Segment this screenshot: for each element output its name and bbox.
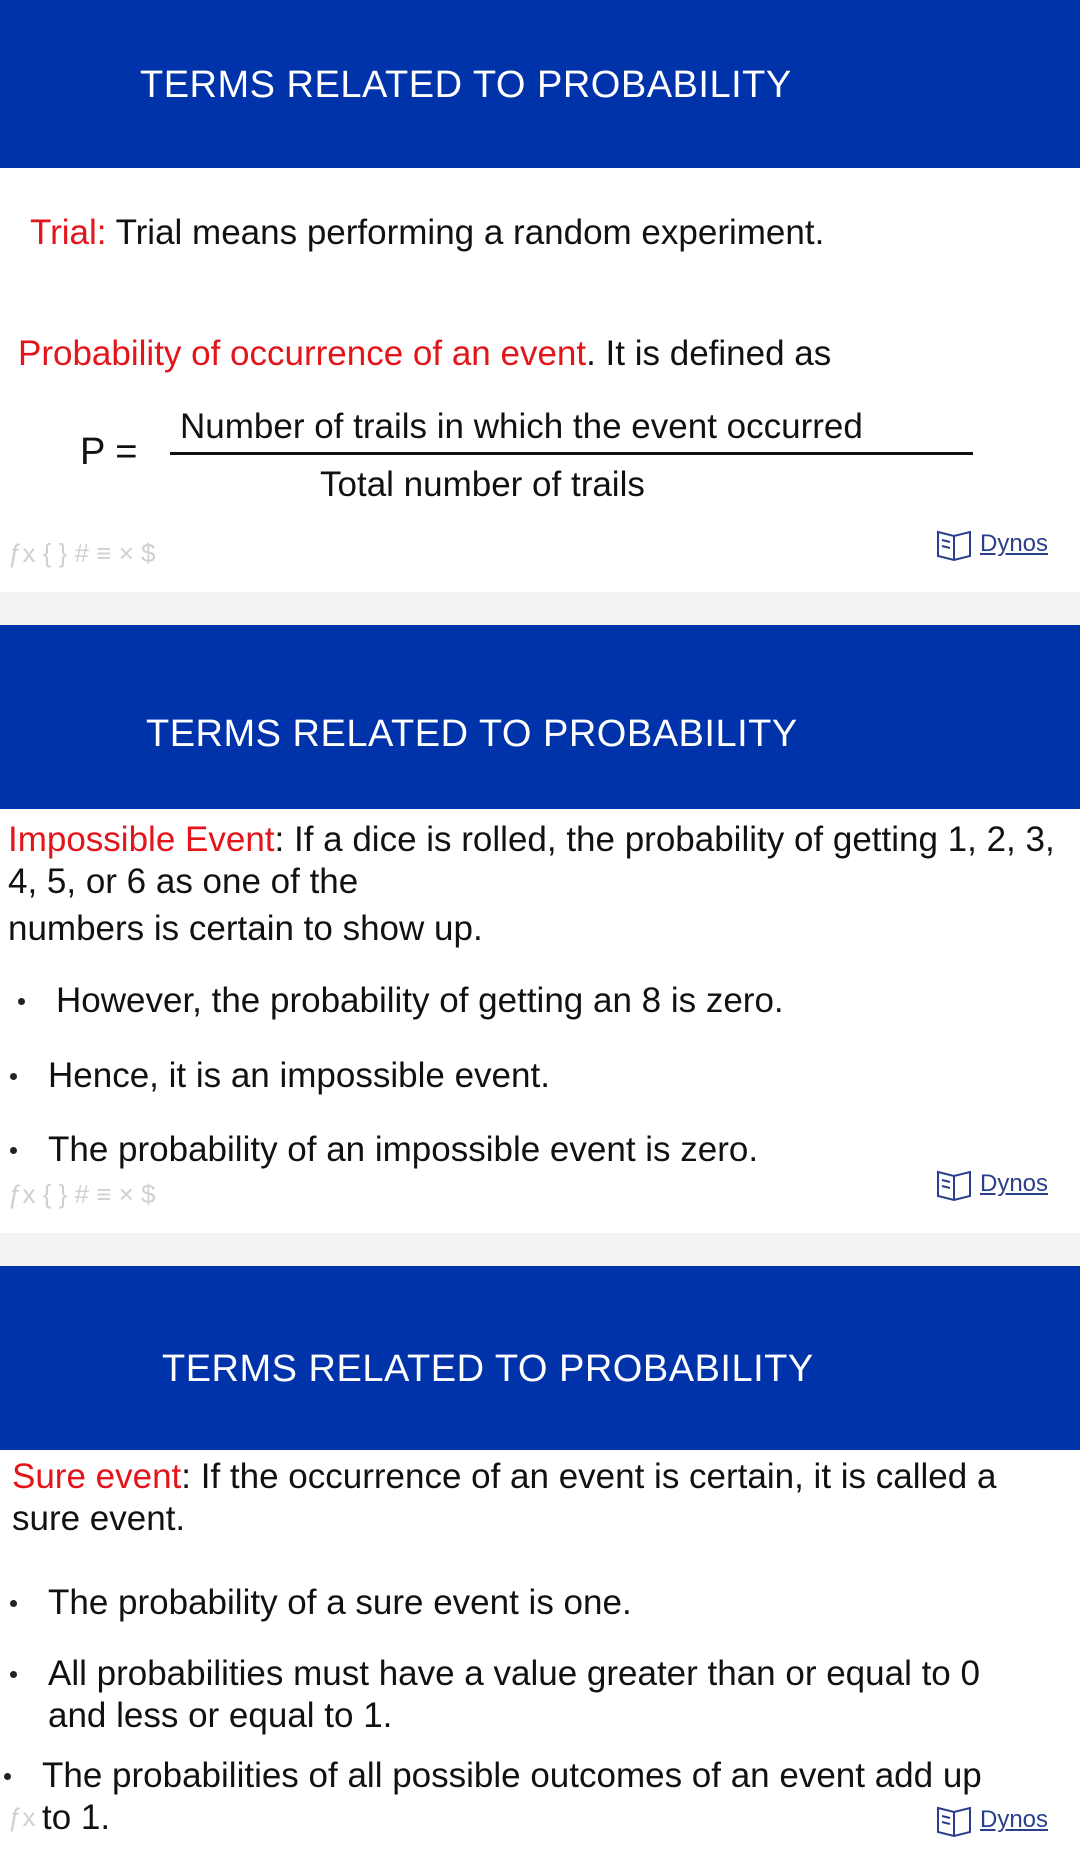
bullet-item: All probabilities must have a value greater than or equal to 0	[48, 1654, 980, 1693]
bullet-marker	[10, 1147, 17, 1154]
dynos-book-icon	[934, 1802, 974, 1838]
bullet-marker	[10, 1671, 17, 1678]
dynos-book-icon	[934, 1166, 974, 1202]
logo-text: Dynos	[980, 530, 1049, 557]
slide-title-banner	[0, 625, 1080, 809]
bullet-marker	[18, 998, 25, 1005]
slide-separator	[0, 592, 1080, 625]
impossible-text-1: : If a dice is rolled, the probability of getting 1, 2, 3,	[274, 820, 1055, 859]
logo-text: Dynos	[980, 1806, 1049, 1833]
slide-title: TERMS RELATED TO PROBABILITY	[146, 713, 798, 755]
dynos-book-icon	[934, 526, 974, 562]
logo-text: Dynos	[980, 1170, 1049, 1197]
dynos-logo	[934, 1802, 1048, 1838]
fx-icon: ƒx	[8, 538, 36, 568]
slide-title: TERMS RELATED TO PROBABILITY	[162, 1348, 814, 1390]
fx-icon: ƒx	[8, 1179, 36, 1209]
bullet-marker	[4, 1773, 11, 1780]
impossible-definition-line1	[8, 819, 1055, 861]
slide-impossible-event	[0, 625, 1080, 1233]
bullet-item: However, the probability of getting an 8 is zero.	[56, 981, 784, 1020]
sure-term: Sure event	[12, 1457, 182, 1496]
dynos-logo	[934, 526, 1048, 562]
fraction-bar	[170, 452, 973, 455]
slide-title-banner	[0, 1266, 1080, 1450]
sure-definition-line1	[12, 1456, 996, 1498]
dynos-logo	[934, 1166, 1048, 1202]
bullet-item: The probability of an impossible event is zero.	[48, 1130, 759, 1169]
bullet-marker	[10, 1073, 17, 1080]
slide-title: TERMS RELATED TO PROBABILITY	[140, 64, 792, 106]
bullet-item-continuation: to 1.	[42, 1798, 111, 1837]
bullet-item: The probability of a sure event is one.	[48, 1583, 632, 1622]
slide-sure-event	[0, 1266, 1080, 1856]
math-symbols-decoration: ƒx { } # ≡ × $	[8, 538, 156, 568]
slide-title-banner	[0, 0, 1080, 168]
probability-term: Probability of occurrence of an event	[18, 334, 587, 373]
fx-icon: ƒx	[8, 1802, 36, 1832]
bullet-marker	[10, 1600, 17, 1607]
slide-trial	[0, 0, 1080, 592]
probability-text: . It is defined as	[586, 334, 832, 373]
probability-definition	[18, 333, 831, 375]
bullet-item-continuation: and less or equal to 1.	[48, 1696, 393, 1735]
formula-lhs: P =	[80, 431, 138, 473]
trial-definition	[30, 212, 824, 254]
formula-numerator: Number of trails in which the event occurred	[180, 407, 863, 446]
sure-definition-line2: sure event.	[12, 1499, 186, 1538]
bullet-item: Hence, it is an impossible event.	[48, 1056, 550, 1095]
trial-text: Trial means performing a random experiment.	[106, 213, 825, 252]
impossible-definition-line3: numbers is certain to show up.	[8, 909, 483, 948]
formula-denominator: Total number of trails	[320, 465, 645, 504]
sure-text-1: : If the occurrence of an event is certain, it is called a	[181, 1457, 997, 1496]
math-symbols-decoration	[8, 1802, 35, 1833]
math-symbols-decoration: ƒx { } # ≡ × $	[8, 1179, 156, 1209]
impossible-term: Impossible Event	[8, 820, 275, 859]
slide-separator	[0, 1233, 1080, 1266]
trial-term: Trial:	[30, 213, 107, 252]
impossible-definition-line2: 4, 5, or 6 as one of the	[8, 862, 359, 901]
bullet-item: The probabilities of all possible outcomes of an event add up	[42, 1756, 982, 1795]
